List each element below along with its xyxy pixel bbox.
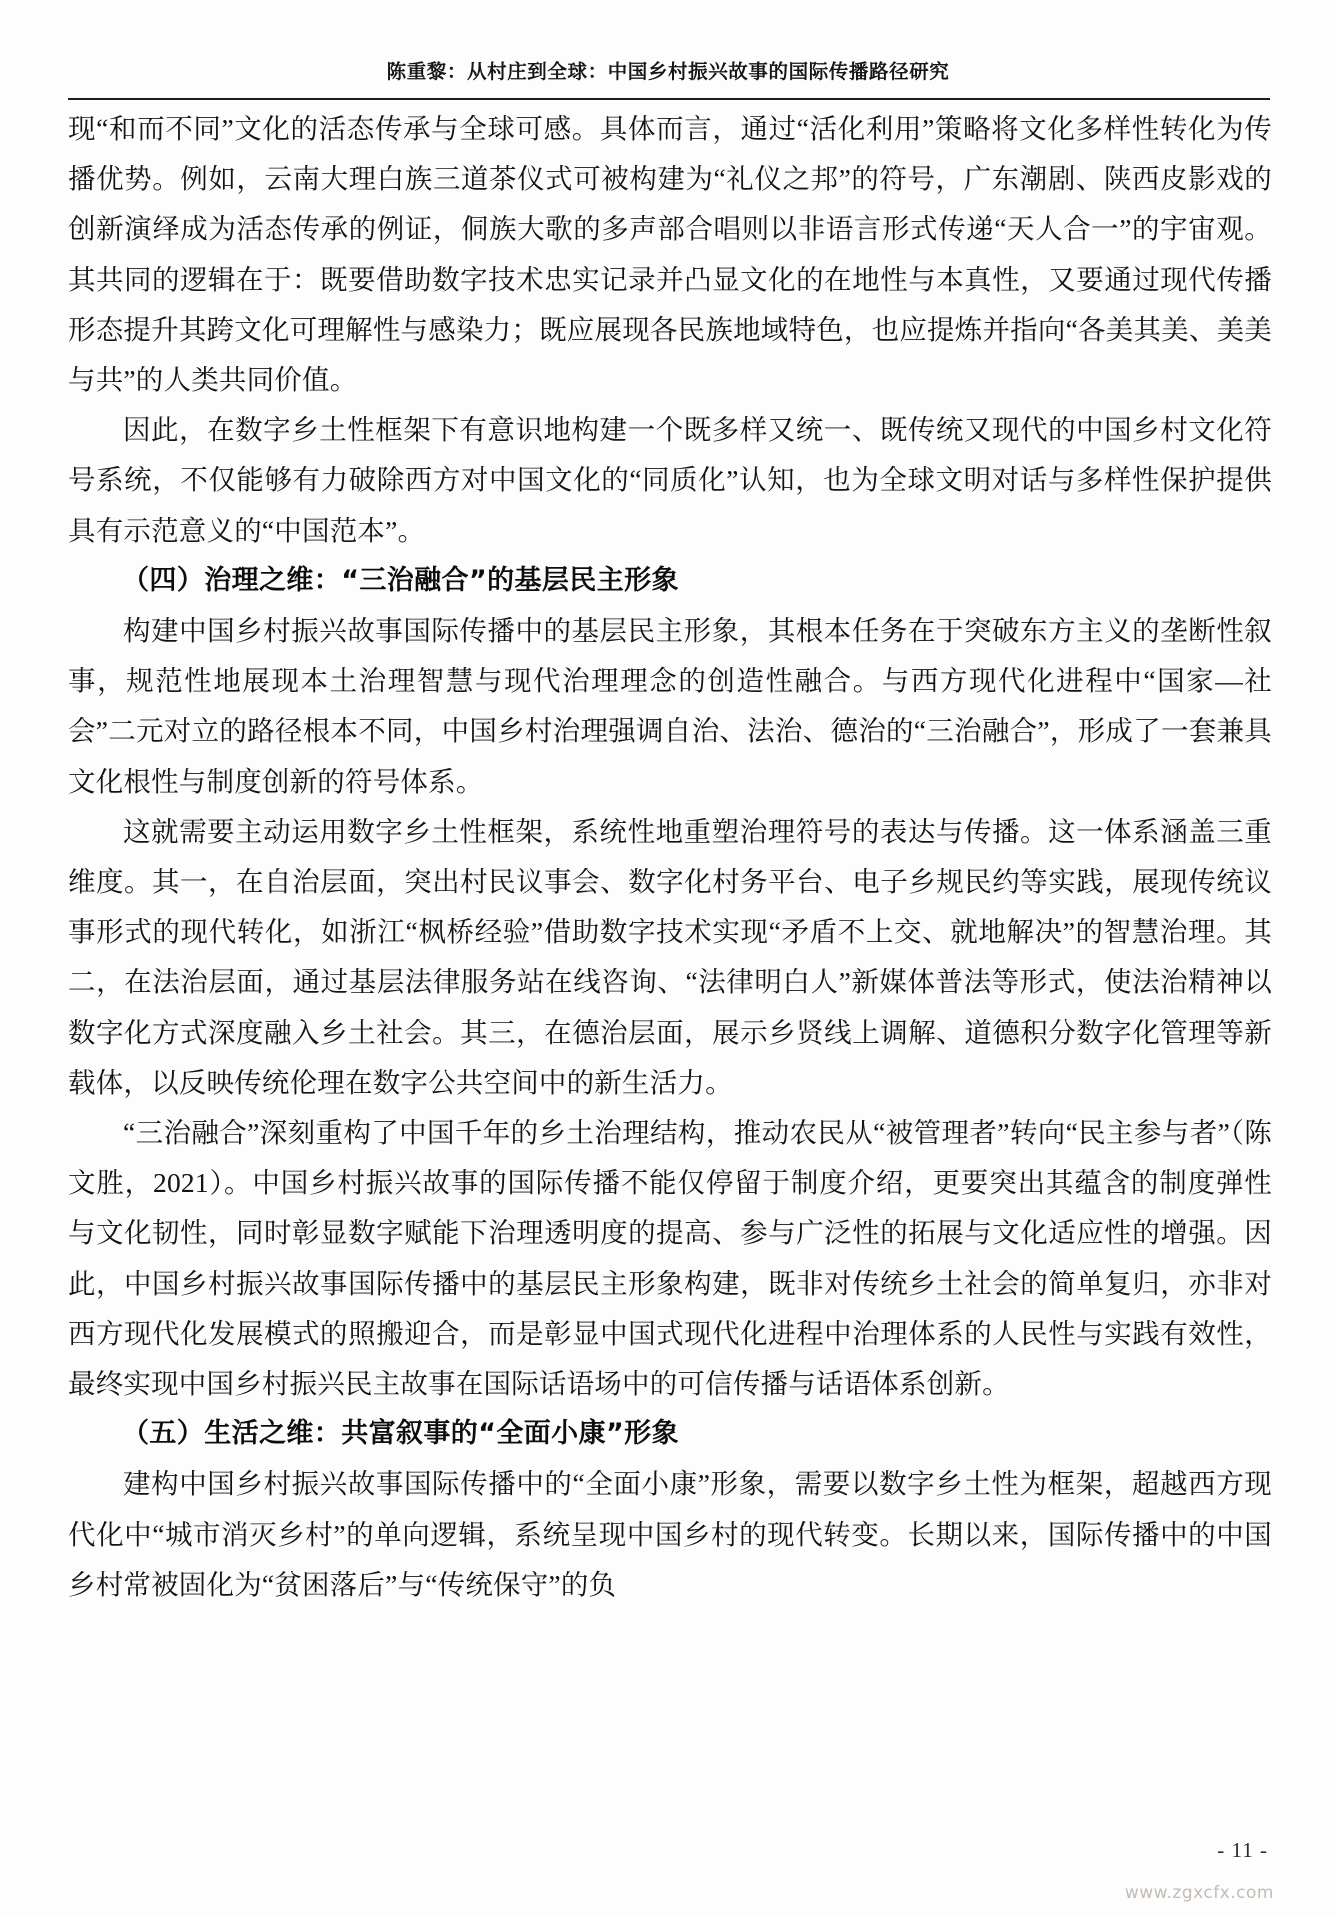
running-header-title: 陈重黎：从村庄到全球：中国乡村振兴故事的国际传播路径研究 <box>386 60 950 83</box>
section-heading: （四）治理之维：“三治融合”的基层民主形象 <box>122 564 679 596</box>
body-paragraph: 因此，在数字乡土性框架下有意识地构建一个既多样又统一、既传统又现代的中国乡村文化符号系统，不仅能够有力破除西方对中国文化的“同质化”认知，也为全球文明对话与多样性保护提供具有示范意义的“中国范本”。 <box>68 414 1272 546</box>
page-number: - 11 - <box>1217 1838 1268 1862</box>
watermark: www.zgxcfx.com <box>1124 1883 1274 1903</box>
section-heading: （五）生活之维：共富叙事的“全面小康”形象 <box>122 1418 679 1450</box>
body-paragraph: 建构中国乡村振兴故事国际传播中的“全面小康”形象，需要以数字乡土性为框架，超越西方现代化中“城市消灭乡村”的单向逻辑，系统呈现中国乡村的现代转变。长期以来，国际传播中的中国乡村常被固化为“贫困落后”与“传统保守”的负 <box>68 1468 1272 1600</box>
running-header <box>68 56 1268 84</box>
body-paragraph: 现“和而不同”文化的活态传承与全球可感。具体而言，通过“活化利用”策略将文化多样性转化为传播优势。例如，云南大理白族三道茶仪式可被构建为“礼仪之邦”的符号，广东潮剧、陕西皮影戏的创新演绎成为活态传承的例证，侗族大歌的多声部合唱则以非语言形式传递“天人合一”的宇宙观。其共同的逻辑在于：既要借助数字技术忠实记录并凸显文化的在地性与本真性，又要通过现代传播形态提升其跨文化可理解性与感染力；既应展现各民族地域特色，也应提炼并指向“各美其美、美美与共”的人类共同价值。 <box>68 113 1272 396</box>
document-body <box>68 104 1272 1610</box>
body-paragraph: “三治融合”深刻重构了中国千年的乡土治理结构，推动农民从“被管理者”转向“民主参与者”（陈文胜，2021）。中国乡村振兴故事的国际传播不能仅停留于制度介绍，更要突出其蕴含的制度弹性与文化韧性，同时彰显数字赋能下治理透明度的提高、参与广泛性的拓展与文化适应性的增强。因此，中国乡村振兴故事国际传播中的基层民主形象构建，既非对传统乡土社会的简单复归，亦非对西方现代化发展模式的照搬迎合，而是彰显中国式现代化进程中治理体系的人民性与实践有效性，最终实现中国乡村振兴民主故事在国际话语场中的可信传播与话语体系创新。 <box>68 1117 1272 1400</box>
header-rule-divider <box>68 98 1270 100</box>
body-paragraph: 这就需要主动运用数字乡土性框架，系统性地重塑治理符号的表达与传播。这一体系涵盖三重维度。其一，在自治层面，突出村民议事会、数字化村务平台、电子乡规民约等实践，展现传统议事形式的现代转化，如浙江“枫桥经验”借助数字技术实现“矛盾不上交、就地解决”的智慧治理。其二，在法治层面，通过基层法律服务站在线咨询、“法律明白人”新媒体普法等形式，使法治精神以数字化方式深度融入乡土社会。其三，在德治层面，展示乡贤线上调解、道德积分数字化管理等新载体，以反映传统伦理在数字公共空间中的新生活力。 <box>68 815 1272 1098</box>
body-paragraph: 构建中国乡村振兴故事国际传播中的基层民主形象，其根本任务在于突破东方主义的垄断性叙事，规范性地展现本土治理智慧与现代治理理念的创造性融合。与西方现代化进程中“国家—社会”二元对立的路径根本不同，中国乡村治理强调自治、法治、德治的“三治融合”，形成了一套兼具文化根性与制度创新的符号体系。 <box>68 615 1272 797</box>
